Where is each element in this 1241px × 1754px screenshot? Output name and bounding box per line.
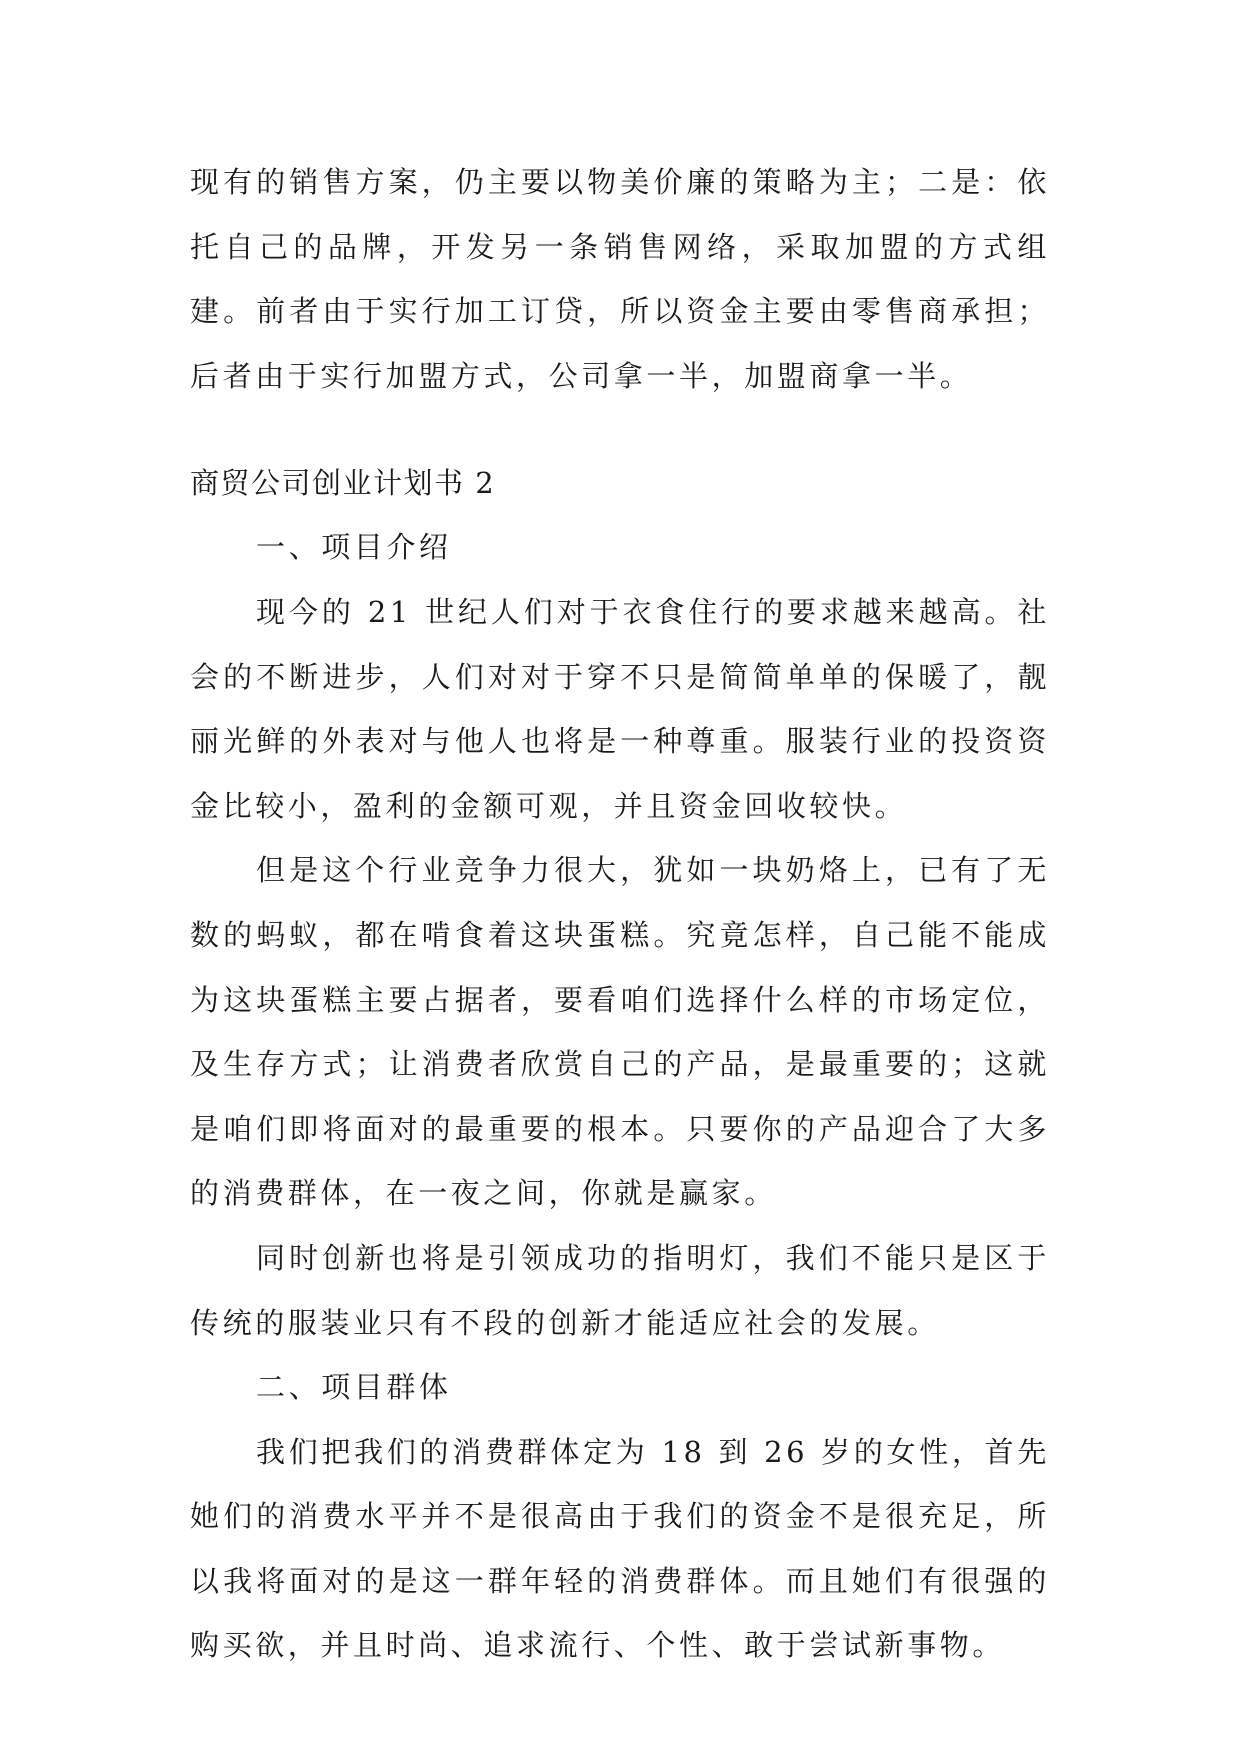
paragraph-innovation: 同时创新也将是引领成功的指明灯，我们不能只是区于传统的服装业只有不段的创新才能适应社会的发展。 xyxy=(190,1240,1050,1340)
continuation-paragraph: 现有的销售方案，仍主要以物美价廉的策略为主；二是：依托自己的品牌，开发另一条销售网络，采取加盟的方式组建。前者由于实行加工订贷，所以资金主要由零售商承担；后者由于实行加盟方式，公司拿一半，加盟商拿一半。 xyxy=(190,165,1050,393)
heading-target-group: 二、项目群体 xyxy=(256,1370,452,1405)
paragraph-intro: 现今的 21 世纪人们对于衣食住行的要求越来越高。社会的不断进步，人们对对于穿不只是简简单单的保暖了，靓丽光鲜的外表对与他人也将是一种尊重。服装行业的投资资金比较小，盈利的金额可观，并且资金回收较快。 xyxy=(190,594,1050,823)
section-title: 商贸公司创业计划书 2 xyxy=(190,466,496,501)
paragraph-target-group: 我们把我们的消费群体定为 18 到 26 岁的女性，首先她们的消费水平并不是很高由于我们的资金不是很充足，所以我将面对的是这一群年轻的消费群体。而且她们有很强的购买欲，并且时尚、追求流行、个性、敢于尝试新事物。 xyxy=(190,1434,1050,1663)
paragraph-competition: 但是这个行业竞争力很大，犹如一块奶烙上，已有了无数的蚂蚁，都在啃食着这块蛋糕。究竟怎样，自己能不能成为这块蛋糕主要占据者，要看咱们选择什么样的市场定位，及生存方式；让消费者欣赏自己的产品，是最重要的；这就是咱们即将面对的最重要的根本。只要你的产品迎合了大多的消费群体，在一夜之间，你就是赢家。 xyxy=(190,853,1050,1211)
document-body xyxy=(190,150,1050,1678)
heading-project-intro: 一、项目介绍 xyxy=(256,530,452,565)
